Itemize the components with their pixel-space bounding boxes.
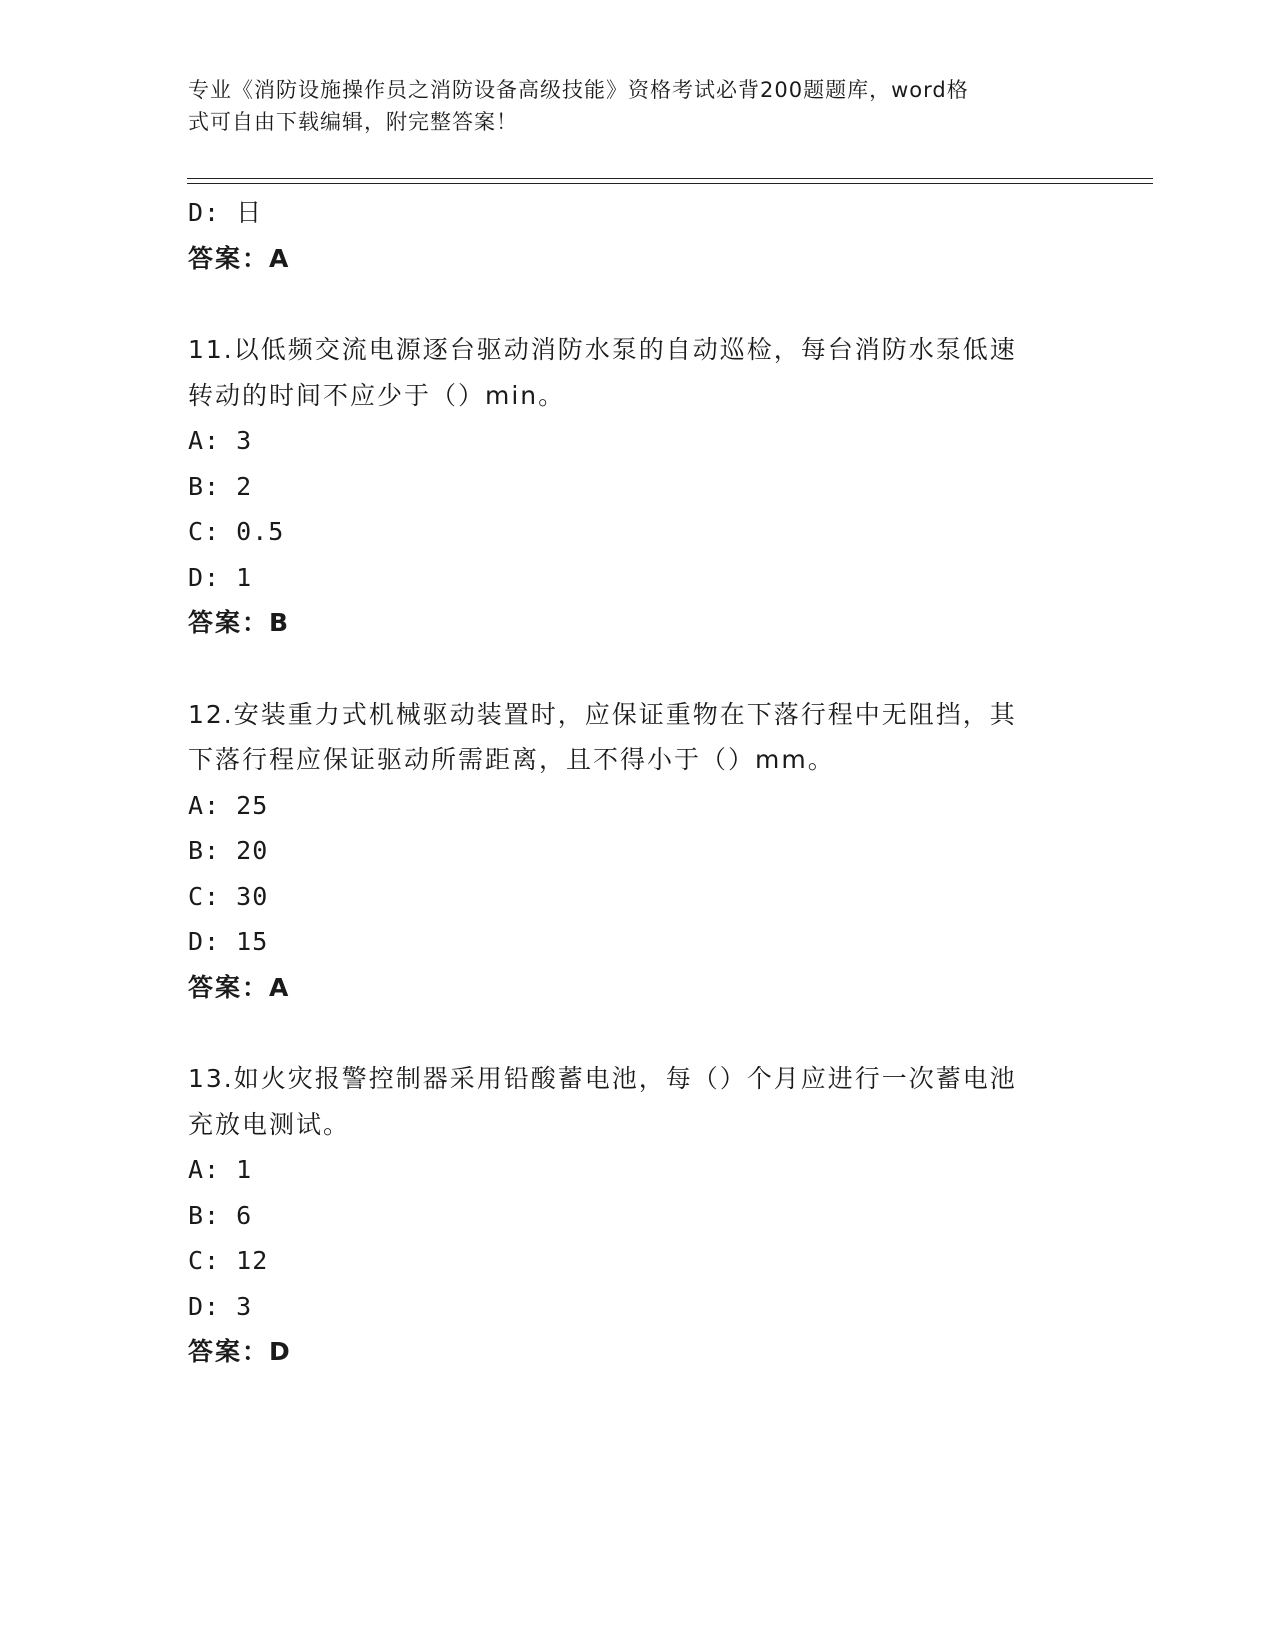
question-stem-line-2: 充放电测试。 xyxy=(188,1109,351,1139)
prev-option-d: D: 日 xyxy=(188,198,263,227)
question-answer: 答案：D xyxy=(188,1337,292,1366)
option-a: A: 1 xyxy=(188,1155,253,1184)
option-b: B: 2 xyxy=(188,471,253,501)
option-a: A: 25 xyxy=(188,790,269,820)
question-stem-line-2: 转动的时间不应少于（）min。 xyxy=(188,380,566,410)
spacer xyxy=(188,281,1088,327)
question-12 xyxy=(188,692,1088,1011)
document-header xyxy=(188,74,1058,138)
header-title-line-2: 式可自由下载编辑，附完整答案！ xyxy=(188,110,518,134)
question-answer: 答案：A xyxy=(188,972,291,1002)
question-answer: 答案：B xyxy=(188,608,291,637)
question-11 xyxy=(188,327,1088,646)
header-divider-top xyxy=(187,178,1153,179)
option-d: D: 3 xyxy=(188,1291,253,1321)
spacer xyxy=(188,646,1088,692)
option-d: D: 15 xyxy=(188,927,269,956)
option-c: C: 0.5 xyxy=(188,517,285,546)
option-c: C: 12 xyxy=(188,1246,269,1275)
question-stem-line-2: 下落行程应保证驱动所需距离，且不得小于（）mm。 xyxy=(188,745,835,774)
question-list xyxy=(188,190,1088,1375)
question-stem-line-1: 12.安装重力式机械驱动装置时，应保证重物在下落行程中无阻挡，其 xyxy=(188,699,1017,729)
spacer xyxy=(188,1010,1088,1056)
option-d: D: 1 xyxy=(188,562,253,592)
question-stem-line-1: 11.以低频交流电源逐台驱动消防水泵的自动巡检，每台消防水泵低速 xyxy=(188,335,1017,364)
question-stem-line-1: 13.如火灾报警控制器采用铅酸蓄电池，每（）个月应进行一次蓄电池 xyxy=(188,1064,1017,1093)
option-a: A: 3 xyxy=(188,426,253,455)
option-b: B: 20 xyxy=(188,836,269,865)
header-title-line-1: 专业《消防设施操作员之消防设备高级技能》资格考试必背200题题库，word格 xyxy=(188,78,969,102)
option-b: B: 6 xyxy=(188,1200,253,1230)
prev-answer: 答案：A xyxy=(188,243,291,273)
option-c: C: 30 xyxy=(188,881,269,911)
question-13 xyxy=(188,1056,1088,1375)
header-divider-bottom xyxy=(187,183,1153,184)
